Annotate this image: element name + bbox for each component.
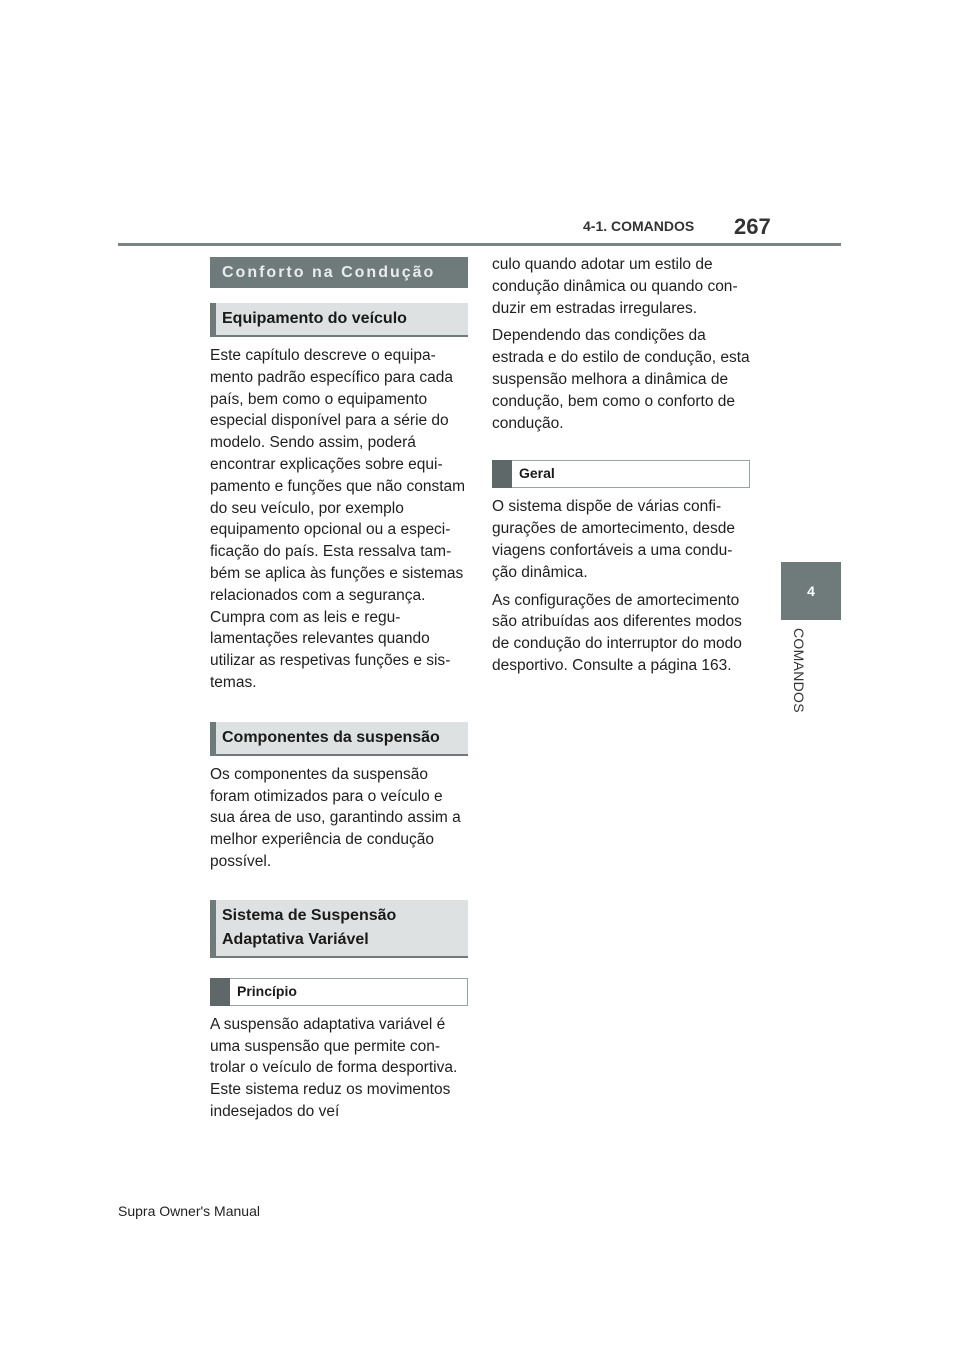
paragraph-continuacao: culo quando adotar um estilo de condução dinâmica ou quando conduzir em estradas irregulares.: [492, 256, 738, 317]
paragraph-principio: A suspensão adaptativa variável é uma suspensão que permite controlar o veículo de forma desportiva. Este sistema reduz os movimentos indesejados do veí: [210, 1015, 458, 1120]
chapter-tab[interactable]: [781, 562, 841, 620]
chapter-tab-number: 4: [807, 583, 815, 599]
paragraph-equipamento: Este capítulo descreve o equipamento padrão específico para cada país, bem como o equipamento especial disponível para a série do modelo. Sendo assim, poderá encontrar explicações sobre equipamento e funções que não constam do seu veículo, por exemplo equipamento opcional ou a especificação do país. Esta ressalva também se aplica às funções e sistemas relacionados com a segurança. Cumpra com as leis e regulamentações relevantes quando utilizar as respetivas funções e sistemas.: [210, 347, 466, 691]
section-title: 4-1. COMANDOS: [583, 218, 695, 234]
header-divider: [118, 243, 841, 246]
paragraph-configuracoes: As configurações de amortecimento são atribuídas aos diferentes modos de condução do interruptor do modo desportivo. Consulte a página 163.: [492, 591, 742, 674]
heading-sistema: Sistema de Suspensão Adaptativa Variável: [210, 900, 468, 958]
heading-equipamento: Equipamento do veículo: [210, 303, 468, 337]
subheading-principio: Princípio: [210, 978, 468, 1006]
page-number: 267: [734, 214, 771, 239]
heading-componentes: Componentes da suspensão: [210, 722, 468, 756]
right-column: [492, 254, 750, 677]
paragraph-dependendo: Dependendo das condições da estrada e do estilo de condução, esta suspensão melhora a dinâmica de condução, bem como o conforto de condução.: [492, 327, 750, 432]
paragraph-sistema: O sistema dispõe de várias configurações de amortecimento, desde viagens confortáveis a uma condução dinâmica.: [492, 498, 735, 581]
footer-manual-title: Supra Owner's Manual: [118, 1203, 260, 1219]
chapter-tab-label: COMANDOS: [791, 628, 807, 713]
left-column: [210, 257, 468, 1123]
paragraph-componentes: Os componentes da suspensão foram otimizados para o veículo e sua área de uso, garantindo assim a melhor experiência de condução possível.: [210, 765, 461, 870]
subheading-geral: Geral: [492, 460, 750, 488]
chapter-title: Conforto na Condução: [210, 257, 468, 288]
